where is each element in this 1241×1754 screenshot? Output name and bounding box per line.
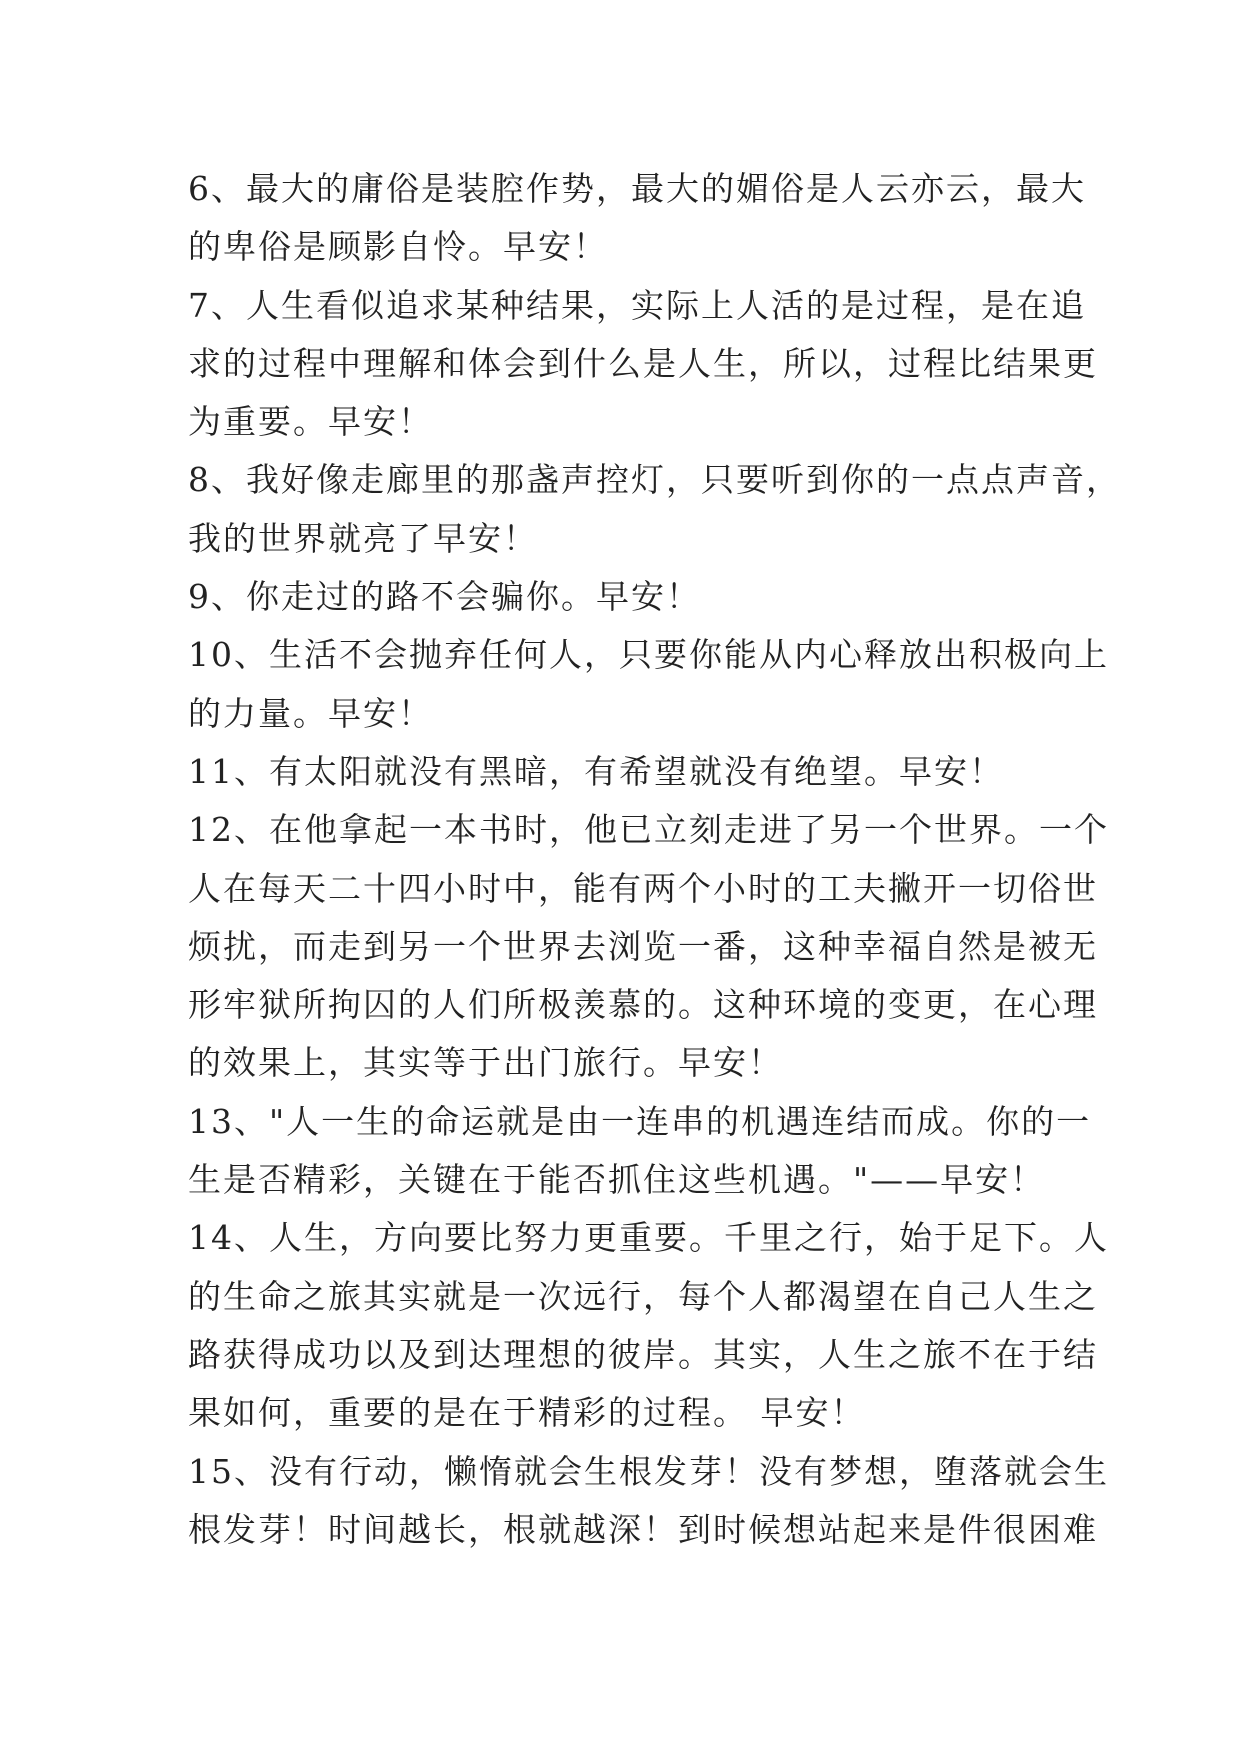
text-line: 求的过程中理解和体会到什么是人生，所以，过程比结果更 — [188, 343, 1098, 383]
text-line: 我的世界就亮了早安！ — [188, 518, 538, 558]
text-line: 果如何，重要的是在于精彩的过程。 早安！ — [188, 1393, 866, 1433]
text-line: 的效果上，其实等于出门旅行。早安！ — [188, 1043, 783, 1083]
text-line: 7、人生看似追求某种结果，实际上人活的是过程，是在追 — [188, 285, 1086, 325]
text-line: 9、你走过的路不会骗你。早安！ — [188, 577, 701, 617]
text-line: 根发芽！时间越长，根就越深！到时候想站起来是件很困难 — [188, 1509, 1098, 1549]
text-line: 为重要。早安！ — [188, 402, 433, 442]
text-line: 8、我好像走廊里的那盏声控灯，只要听到你的一点点声音， — [188, 460, 1121, 500]
text-line: 15、没有行动，懒惰就会生根发芽！没有梦想，堕落就会生 — [188, 1451, 1109, 1491]
text-line: 烦扰，而走到另一个世界去浏览一番，这种幸福自然是被无 — [188, 926, 1098, 966]
text-line: 生是否精彩，关键在于能否抓住这些机遇。"——早安！ — [188, 1160, 1046, 1200]
text-line: 的生命之旅其实就是一次远行，每个人都渴望在自己人生之 — [188, 1276, 1098, 1316]
text-line: 的卑俗是顾影自怜。早安！ — [188, 227, 608, 267]
text-line: 形牢狱所拘囚的人们所极羡慕的。这种环境的变更，在心理 — [188, 985, 1098, 1025]
document-body — [188, 160, 1121, 1559]
text-line: 12、在他拿起一本书时，他已立刻走进了另一个世界。一个 — [188, 810, 1109, 850]
text-line: 10、生活不会抛弃任何人，只要你能从内心释放出积极向上 — [188, 635, 1109, 675]
text-line: 11、有太阳就没有黑暗，有希望就没有绝望。早安！ — [188, 751, 1004, 791]
text-line: 13、"人一生的命运就是由一连串的机遇连结而成。你的一 — [188, 1101, 1092, 1141]
text-line: 14、人生，方向要比努力更重要。千里之行，始于足下。人 — [188, 1218, 1109, 1258]
text-line: 人在每天二十四小时中，能有两个小时的工夫撇开一切俗世 — [188, 868, 1098, 908]
text-line: 6、最大的庸俗是装腔作势，最大的媚俗是人云亦云，最大 — [188, 169, 1086, 208]
text-line: 路获得成功以及到达理想的彼岸。其实，人生之旅不在于结 — [188, 1334, 1098, 1374]
text-line: 的力量。早安！ — [188, 693, 433, 733]
